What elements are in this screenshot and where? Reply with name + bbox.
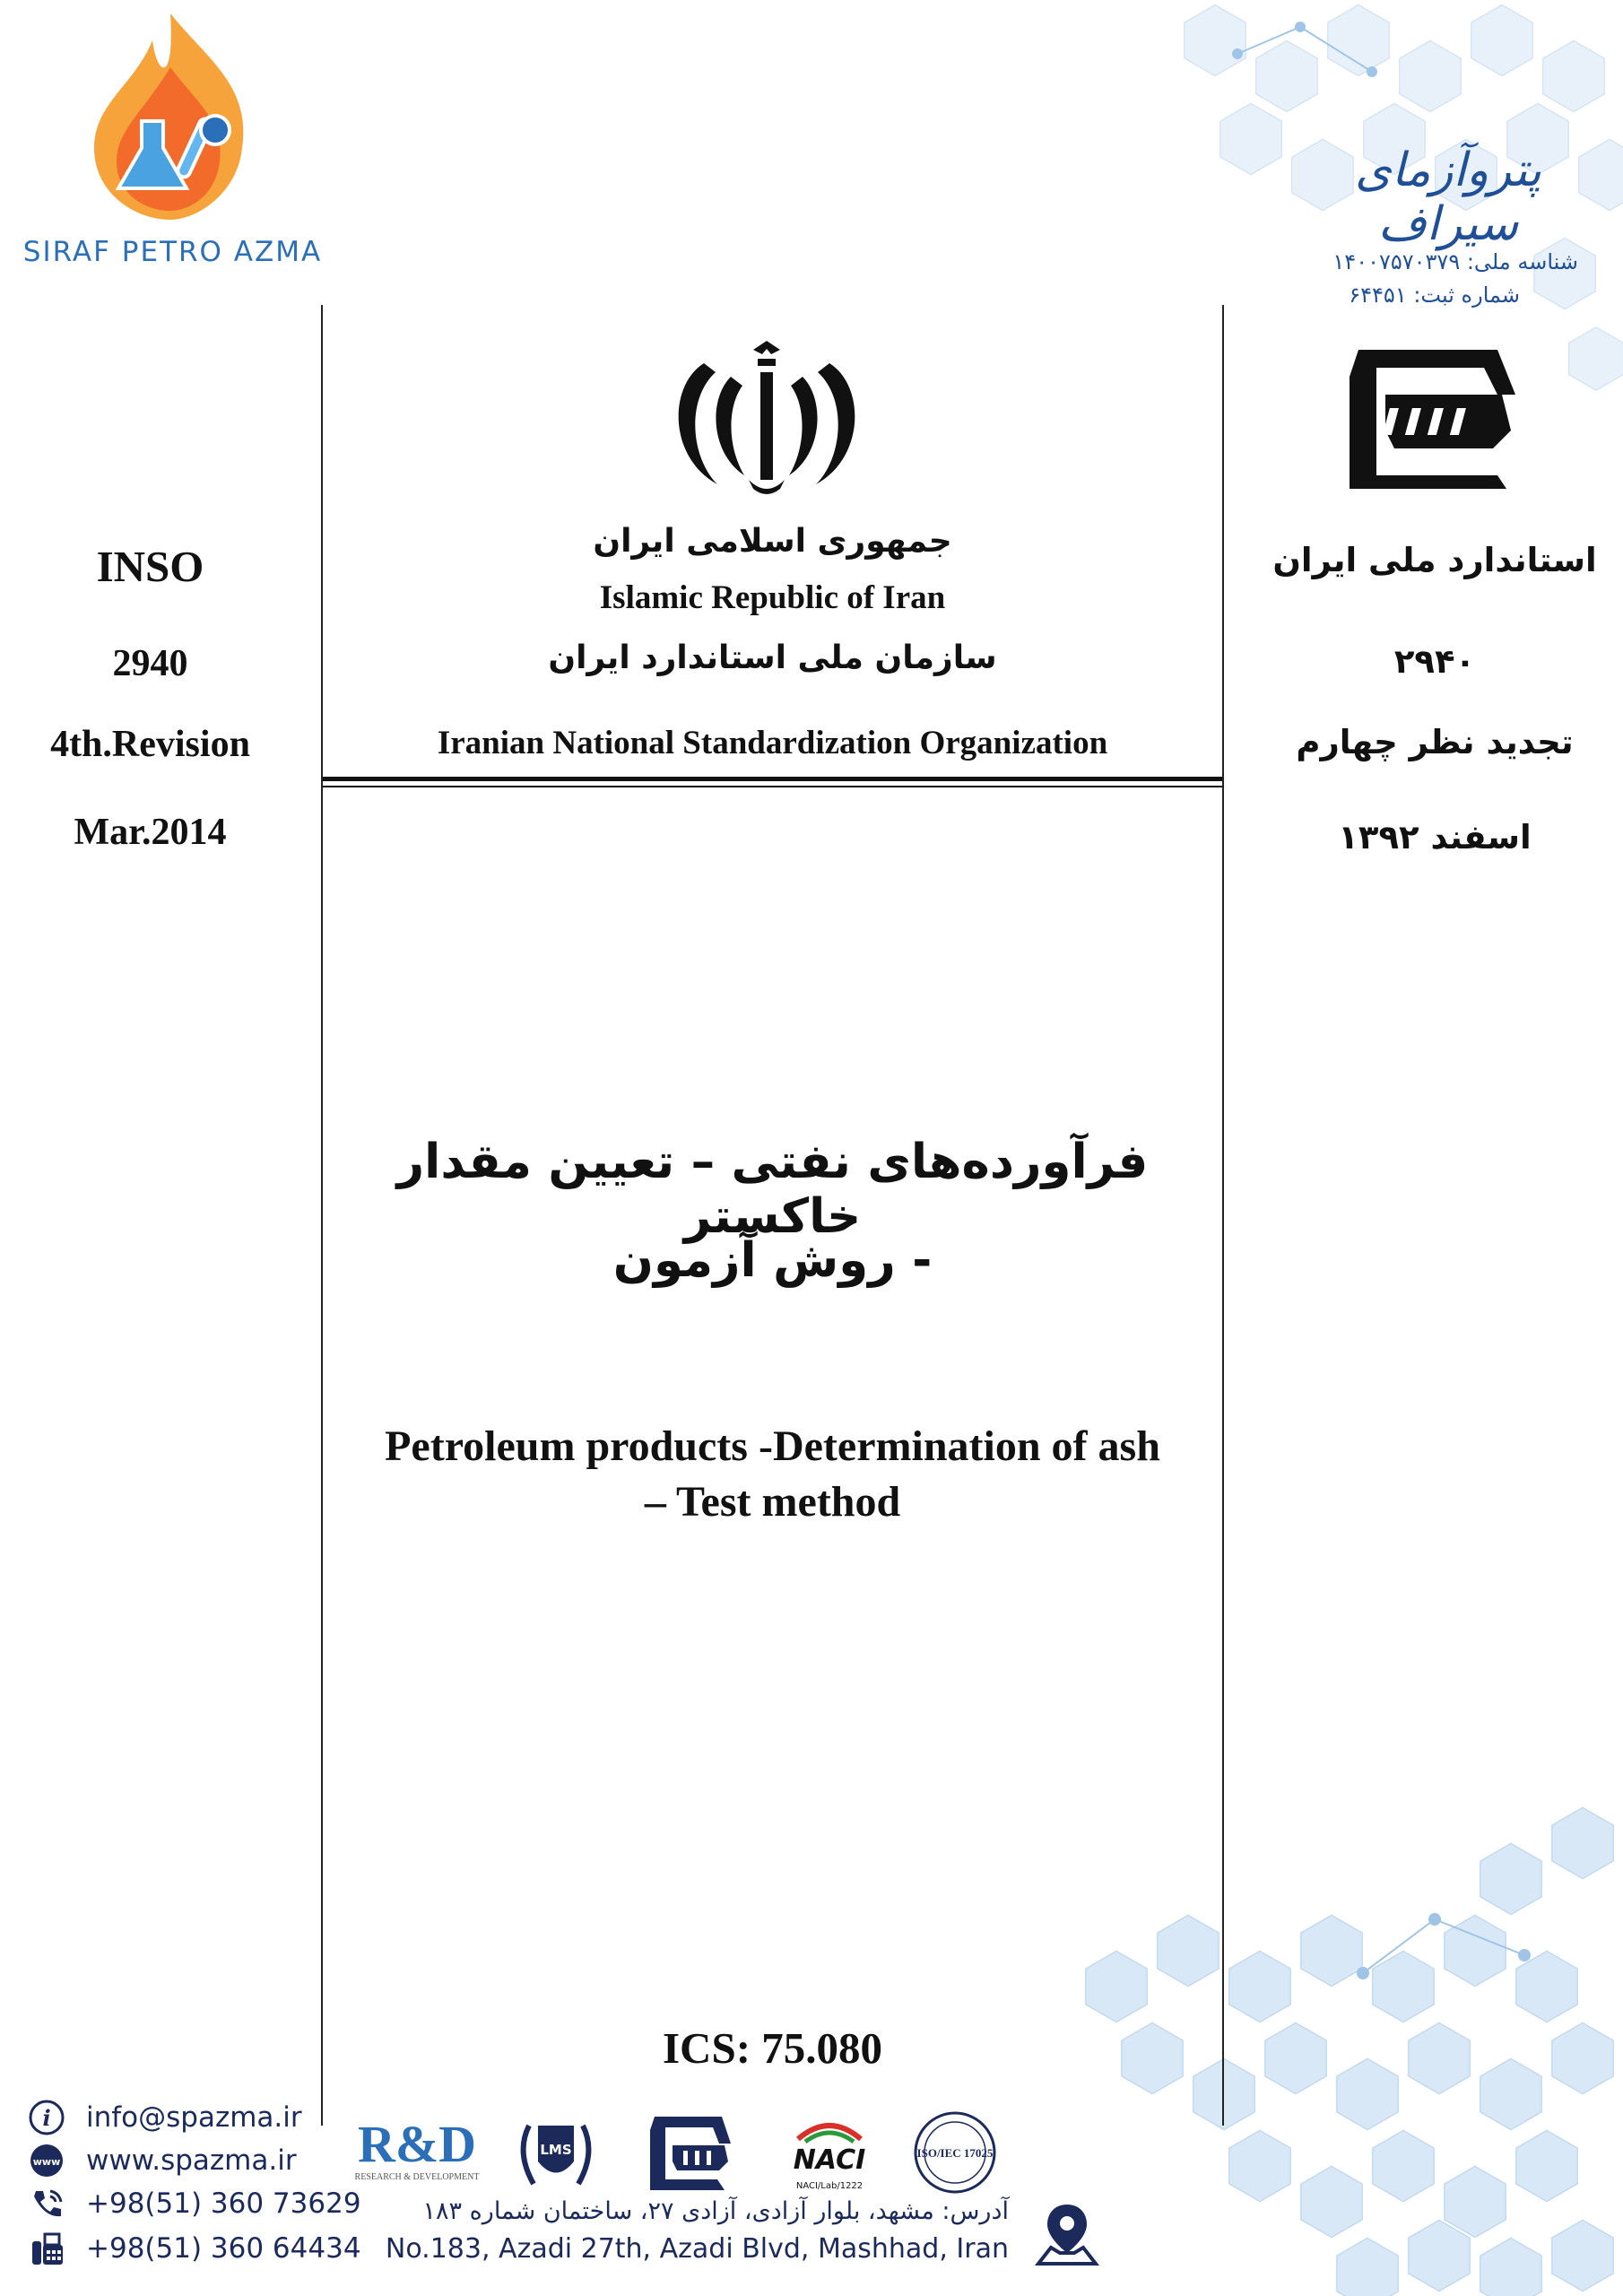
website-text: www.spazma.ir [86, 2144, 297, 2177]
republic-name-fa: جمهوری اسلامی ایران [593, 523, 952, 560]
iso-label: ISO/IEC 17025 [916, 2146, 994, 2160]
isiri-logo-icon [1341, 341, 1520, 493]
ics-code: ICS: 75.080 [662, 2023, 883, 2073]
isiri-small-logo-icon [646, 2108, 735, 2197]
organization-name-en: Iranian National Standardization Organization [437, 725, 1108, 761]
contact-phone-2[interactable] [27, 2229, 361, 2268]
title-fa-line1: فرآورده‌های نفتی – تعیین مقدار خاکستر [396, 1135, 1149, 1244]
left-date: Mar.2014 [74, 812, 227, 853]
right-column-divider [1222, 305, 1224, 2126]
rd-label: RESEARCH & DEVELOPMENT [354, 2172, 480, 2182]
contact-email[interactable] [27, 2098, 302, 2137]
right-revision: تجدید نظر چهارم [1296, 723, 1574, 761]
address-en: No.183, Azadi 27th, Azadi Blvd, Mashhad, Iran [385, 2233, 1009, 2265]
title-fa-line2: - روش آزمون [612, 1233, 933, 1288]
company-logo-icon [72, 4, 269, 238]
right-standard-number: ۲۹۴۰ [1393, 642, 1476, 681]
header-divider-thick [323, 777, 1222, 781]
left-standard-code: INSO [96, 542, 204, 591]
right-standard-title: استاندارد ملی ایران [1272, 541, 1597, 579]
contact-phone-1[interactable] [27, 2184, 361, 2223]
title-en-line1: Petroleum products -Determination of ash [385, 1422, 1160, 1470]
lms-logo-icon [502, 2108, 610, 2197]
address-fa: آدرس: مشهد، بلوار آزادی، آزادی ۲۷، ساختمان شماره ۱۸۳ [422, 2197, 1009, 2225]
left-revision: 4th.Revision [50, 724, 250, 765]
lms-label: LMS [540, 2142, 572, 2158]
naci-label: NACI [793, 2144, 866, 2176]
right-date: اسفند ۱۳۹۲ [1338, 818, 1532, 857]
phone2-text: +98(51) 360 64434 [86, 2232, 361, 2265]
organization-name-fa: سازمان ملی استاندارد ایران [548, 639, 997, 676]
company-name-en: SIRAF PETRO AZMA [22, 236, 323, 268]
naci-logo-icon [780, 2108, 879, 2197]
iran-emblem-icon [664, 336, 870, 502]
phone1-text: +98(51) 360 73629 [86, 2187, 361, 2220]
iso-17025-logo-icon [906, 2108, 1004, 2197]
email-text: info@spazma.ir [86, 2101, 302, 2134]
title-en-line2: – Test method [644, 1478, 901, 1526]
naci-code: NACI/Lab/1222 [795, 2181, 864, 2191]
svg-text:i: i [42, 2105, 51, 2131]
location-pin-icon [1031, 2197, 1103, 2269]
globe-icon [27, 2141, 66, 2180]
svg-text:R&D: R&D [357, 2115, 477, 2173]
republic-name-en: Islamic Republic of Iran [599, 579, 946, 616]
company-name-fa: پتروآزمای سیراف [1355, 144, 1541, 251]
registration-number: شماره ثبت: ۶۴۴۵۱ [1349, 283, 1520, 308]
national-id: شناسه ملی: ۱۴۰۰۷۵۷۰۳۷۹ [1332, 249, 1578, 274]
contact-website[interactable] [27, 2141, 297, 2180]
phone-icon [27, 2184, 66, 2223]
header-divider-thin [323, 786, 1222, 787]
rd-logo-icon [354, 2108, 480, 2197]
info-icon [27, 2098, 66, 2137]
fax-icon [27, 2229, 66, 2268]
svg-text:www: www [32, 2156, 61, 2168]
left-standard-number: 2940 [112, 643, 188, 684]
